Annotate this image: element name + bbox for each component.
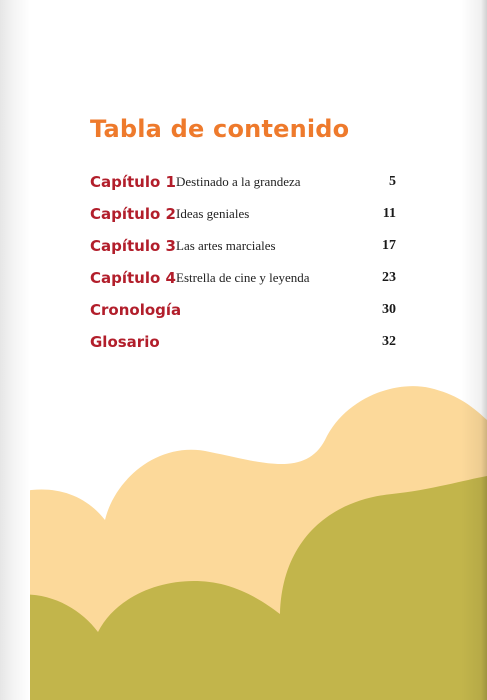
toc-entry-chapter-2 [90,198,396,230]
toc-entry-glossary [90,326,396,358]
toc-entry-description: Ideas geniales [176,206,250,221]
toc-entry-chapter-3 [90,230,396,262]
toc-entry-description: Las artes marciales [176,238,276,253]
toc-entry-label: Capítulo 2 [90,205,176,223]
toc-entry-label: Capítulo 3 [90,237,176,255]
page-title: Tabla de contenido [90,115,350,143]
toc-entry-label: Cronología [90,301,182,319]
toc-entry-page-number: 17 [382,238,396,253]
toc-entry-chronology [90,294,396,326]
toc-entry-description: Estrella de cine y leyenda [176,270,310,285]
toc-entry-page-number: 32 [382,334,396,349]
toc-entry-label: Capítulo 4 [90,269,176,287]
toc-entry-page-number: 11 [382,206,396,221]
toc-entry-description: Destinado a la grandeza [176,174,301,189]
toc-entry-page-number: 23 [382,270,396,285]
toc-entry-chapter-4 [90,262,396,294]
table-of-contents [90,166,396,358]
toc-entry-page-number: 5 [389,174,396,189]
toc-entry-page-number: 30 [382,302,396,317]
toc-entry-chapter-1 [90,166,396,198]
toc-entry-label: Capítulo 1 [90,173,176,191]
toc-entry-label: Glosario [90,333,160,351]
page-spine [0,0,30,700]
